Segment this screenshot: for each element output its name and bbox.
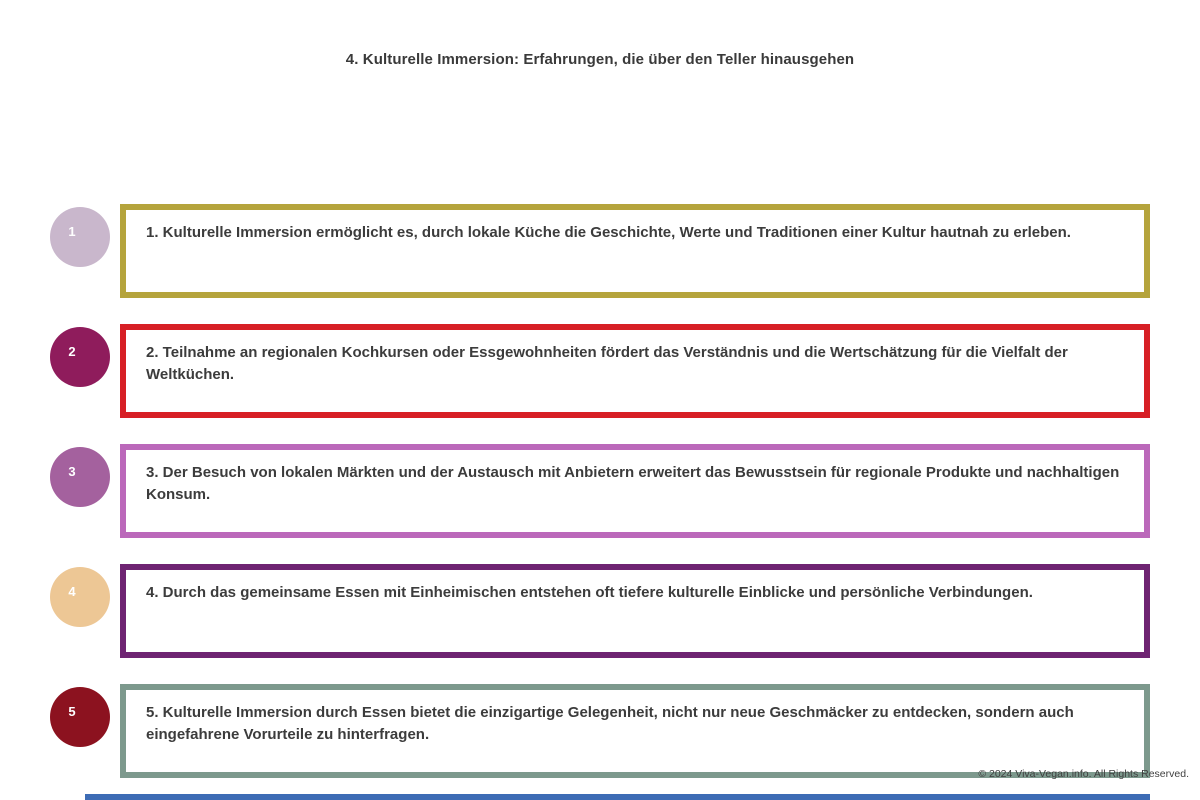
item-box xyxy=(120,444,1150,538)
page-title: 4. Kulturelle Immersion: Erfahrungen, die über den Teller hinausgehen xyxy=(345,51,855,68)
item-text: 4. Durch das gemeinsame Essen mit Einheimischen entstehen oft tiefere kulturelle Einblicke und persönliche Verbindungen. xyxy=(146,584,1033,601)
list-item xyxy=(0,564,1200,658)
item-number-badge xyxy=(50,687,110,747)
item-box xyxy=(120,684,1150,778)
item-number: 2 xyxy=(68,343,76,359)
list-item xyxy=(0,324,1200,418)
list-item xyxy=(0,684,1200,778)
item-number: 1 xyxy=(68,223,76,239)
item-number-badge xyxy=(50,447,110,507)
list-item xyxy=(0,204,1200,298)
item-number: 5 xyxy=(68,703,76,719)
item-box xyxy=(120,204,1150,298)
item-number-badge xyxy=(50,327,110,387)
item-text: 5. Kulturelle Immersion durch Essen bietet die einzigartige Gelegenheit, nicht nur neue Geschmäcker zu entdecken, sondern auch eingefahrene Vorurteile zu hinterfragen. xyxy=(146,704,1074,743)
list-item xyxy=(0,444,1200,538)
item-number: 3 xyxy=(68,463,76,479)
item-number-badge xyxy=(50,567,110,627)
item-text: 1. Kulturelle Immersion ermöglicht es, durch lokale Küche die Geschichte, Werte und Traditionen einer Kultur hautnah zu erleben. xyxy=(146,224,1071,241)
item-text: 2. Teilnahme an regionalen Kochkursen oder Essgewohnheiten fördert das Verständnis und die Wertschätzung für die Vielfalt der Weltküchen. xyxy=(146,344,1068,383)
item-box xyxy=(120,564,1150,658)
item-box xyxy=(120,324,1150,418)
item-text: 3. Der Besuch von lokalen Märkten und der Austausch mit Anbietern erweitert das Bewusstsein für regionale Produkte und nachhaltigen Konsum. xyxy=(146,464,1120,503)
item-number-badge xyxy=(50,207,110,267)
item-number: 4 xyxy=(68,583,76,599)
copyright-text: © 2024 Viva-Vegan.info. All Rights Reserved. xyxy=(978,768,1189,780)
bottom-accent-bar xyxy=(85,794,1150,800)
